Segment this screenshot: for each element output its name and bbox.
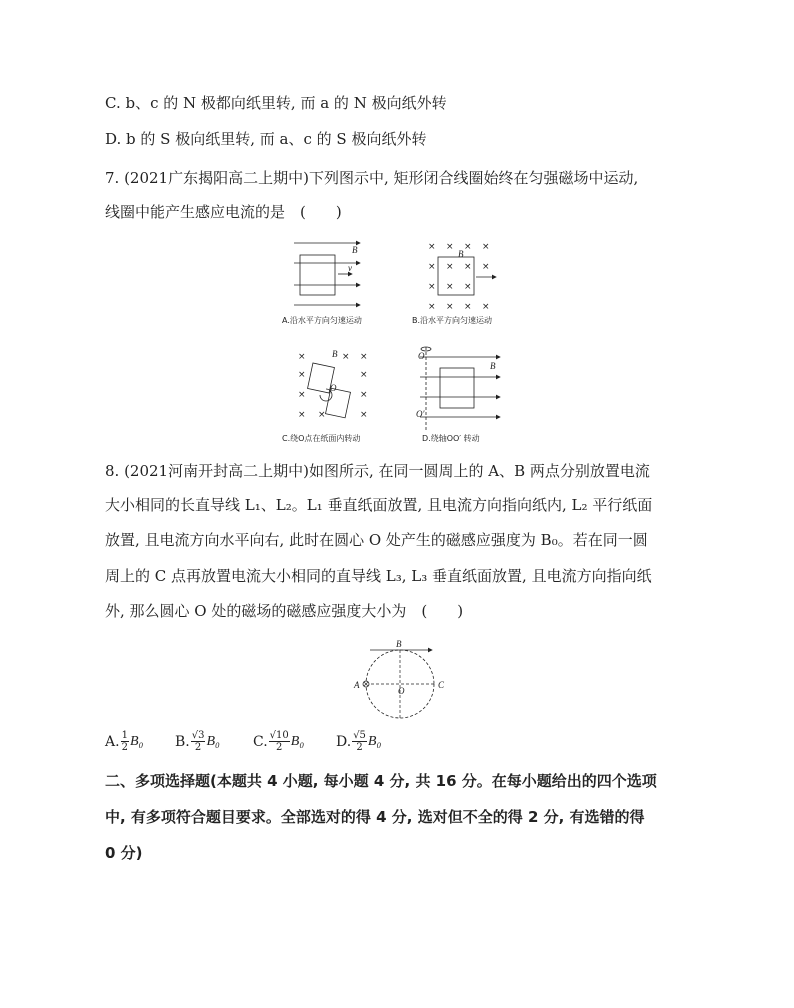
option-letter: B. (175, 733, 190, 750)
section2-heading-line1: 二、多项选择题(本题共 4 小题, 每小题 4 分, 共 16 分。在每小题给出的四个选项 (105, 772, 657, 790)
question8-line2: 大小相同的长直导线 L₁、L₂。L₁ 垂直纸面放置, 且电流方向指向纸内, L₂ 平行纸面 (105, 496, 653, 514)
label-b: B (458, 249, 464, 259)
label-o: O (418, 351, 425, 361)
cross-mark: × (298, 390, 306, 400)
fraction-denominator: 2 (121, 742, 128, 753)
cross-mark: × (428, 262, 436, 272)
cross-mark: × (464, 282, 472, 292)
fraction (269, 730, 290, 753)
question8-line4: 周上的 C 点再放置电流大小相同的直导线 L₃, L₃ 垂直纸面放置, 且电流方向指向纸 (105, 567, 652, 585)
figure7-panel-a (282, 243, 362, 325)
cross-mark: × (360, 410, 368, 420)
question8-line1: 8. (2021河南开封高二上期中)如图所示, 在同一圆周上的 A、B 两点分别放置电流 (105, 462, 650, 480)
cross-mark: × (464, 302, 472, 312)
fraction (191, 730, 206, 753)
cross-mark: × (446, 282, 454, 292)
cross-mark: × (298, 370, 306, 380)
question8-line5: 外, 那么圆心 O 处的磁场的磁感应强度大小为 ( ) (105, 602, 464, 620)
cross-mark: × (360, 370, 368, 380)
option-letter: A. (105, 733, 120, 750)
option-value: B₀ (367, 733, 382, 749)
cross-mark: × (446, 242, 454, 252)
answer-option-b[interactable] (175, 730, 220, 753)
label-b: B (352, 245, 358, 255)
label-a: A (354, 680, 360, 690)
coil-rectangle (440, 368, 474, 408)
cross-mark: × (360, 352, 368, 362)
answer-option-a[interactable] (105, 730, 143, 753)
cross-mark: × (482, 302, 490, 312)
figure8-circle-diagram (340, 637, 460, 725)
fraction-numerator: √5 (353, 730, 366, 741)
cross-mark: × (298, 352, 306, 362)
figure7-panel-d (416, 347, 500, 443)
figure7-panel-b (412, 242, 496, 325)
label-b: B (490, 361, 496, 371)
answer-option-d[interactable] (336, 730, 381, 753)
label-o-prime: O′ (416, 409, 425, 419)
fraction (352, 730, 367, 753)
option-letter: D. (336, 733, 352, 750)
cross-mark: × (318, 410, 326, 420)
fraction-denominator: 2 (276, 742, 283, 753)
cross-mark: × (482, 262, 490, 272)
cross-mark: × (428, 282, 436, 292)
fraction-denominator: 2 (356, 742, 363, 753)
cross-mark: × (342, 352, 350, 362)
label-o: O (398, 686, 405, 696)
section2-heading-line2: 中, 有多项符合题目要求。全部选对的得 4 分, 选对但不全的得 2 分, 有选错的得 (105, 808, 645, 826)
cross-mark: × (298, 410, 306, 420)
question7-line2: 线圈中能产生感应电流的是 ( ) (105, 203, 342, 221)
cross-mark: × (482, 242, 490, 252)
label-o: O (330, 383, 337, 393)
fraction-numerator: √10 (269, 730, 289, 741)
fraction-denominator: 2 (194, 742, 202, 753)
option-c-text: C. b、c 的 N 极都向纸里转, 而 a 的 N 极向纸外转 (105, 94, 447, 112)
figure7-panel-c (282, 349, 368, 443)
fraction-numerator: 1 (121, 730, 128, 741)
answer-option-c[interactable] (253, 730, 304, 753)
question7-line1: 7. (2021广东揭阳高二上期中)下列图示中, 矩形闭合线圈始终在匀强磁场中运动, (105, 169, 639, 187)
cross-mark: × (428, 302, 436, 312)
label-b: B (396, 639, 402, 649)
option-value: B₀ (129, 733, 144, 749)
section2-heading-line3: 0 分) (105, 844, 143, 862)
caption-c: C.绕O点在纸面内转动 (282, 434, 361, 443)
option-d-text: D. b 的 S 极向纸里转, 而 a、c 的 S 极向纸外转 (105, 130, 427, 148)
coil-rectangle (300, 255, 335, 295)
option-value: B₀ (290, 733, 305, 749)
caption-d: D.绕轴OO′ 转动 (422, 434, 480, 443)
cross-mark: × (464, 262, 472, 272)
cross-mark: × (360, 390, 368, 400)
cross-mark: × (464, 242, 472, 252)
cross-mark: × (446, 262, 454, 272)
figure7-diagrams (270, 235, 530, 447)
caption-b: B.沿水平方向匀速运动 (412, 316, 493, 325)
caption-a: A.沿水平方向匀速运动 (282, 316, 362, 325)
fraction (121, 730, 129, 753)
option-letter: C. (253, 733, 268, 750)
label-c: C (438, 680, 445, 690)
option-value: B₀ (206, 733, 220, 749)
cross-mark: × (428, 242, 436, 252)
cross-mark: × (446, 302, 454, 312)
fraction-numerator: √3 (191, 730, 205, 741)
question8-line3: 放置, 且电流方向水平向右, 此时在圆心 O 处产生的磁感应强度为 B₀。若在同一圆 (105, 531, 648, 549)
label-v: v (348, 263, 352, 273)
label-b: B (332, 349, 338, 359)
